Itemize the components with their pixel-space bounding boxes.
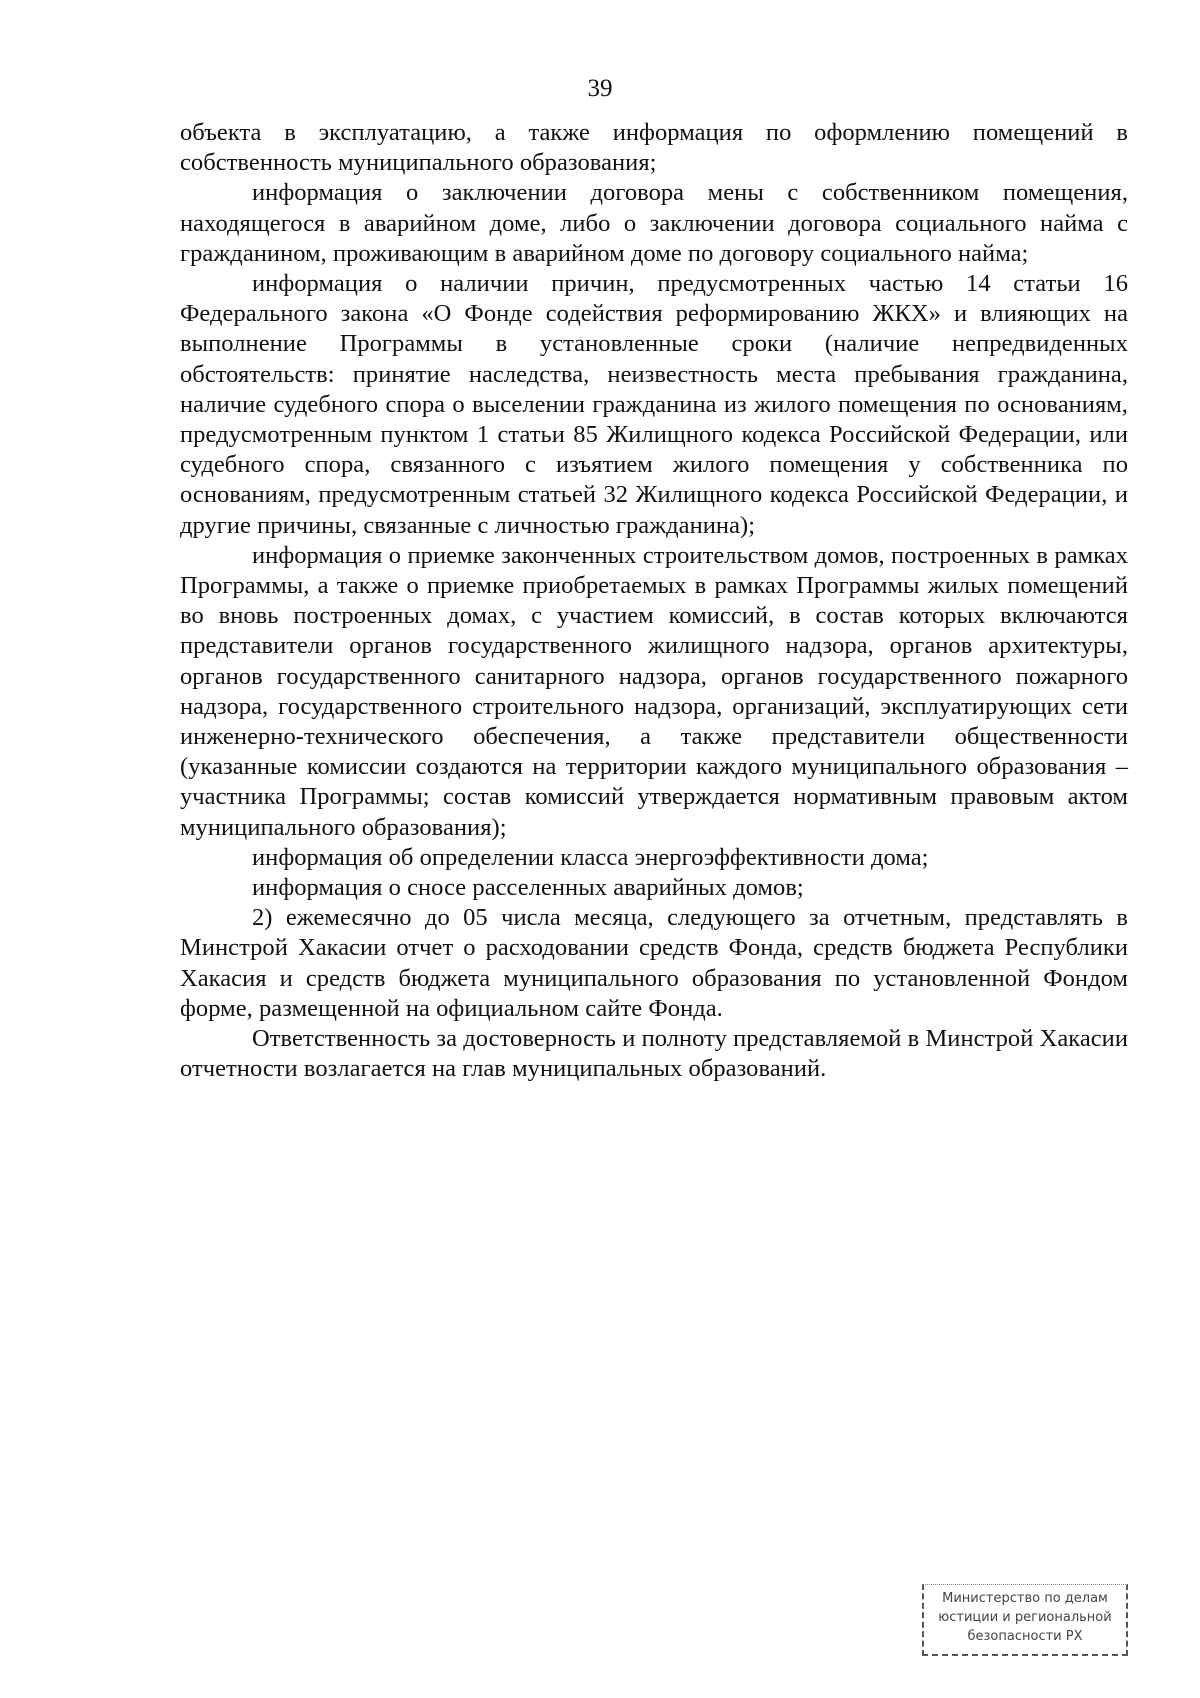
registration-stamp [922, 1584, 1128, 1656]
document-body [180, 118, 1128, 1085]
paragraph-7: 2) ежемесячно до 05 числа месяца, следующего за отчетным, представлять в Минстрой Хакасии отчет о расходовании средств Фонда, средств бюджета Республики Хакасия и средств бюджета муниципального образования по установленной Фондом форме, размещенной на официальном сайте Фонда. [180, 904, 1128, 1022]
paragraph-4: информация о приемке законченных строительством домов, построенных в рамках Программы, а также о приемке приобретаемых в рамках Программы жилых помещений во вновь построенных домах, с участием комиссий, в состав которых включаются представители органов государственного жилищного надзора, органов архитектуры, органов государственного санитарного надзора, органов государственного пожарного надзора, государственного строительного надзора, организаций, эксплуатирующих сети инженерно-технического обеспечения, а также представители общественности (указанные комиссии создаются на территории каждого муниципального образования – участника Программы; состав комиссий утверждается нормативным правовым актом муниципального образования); [180, 541, 1128, 841]
paragraph-8: Ответственность за достоверность и полноту представляемой в Минстрой Хакасии отчетности возлагается на глав муниципальных образований. [180, 1025, 1128, 1083]
stamp-line-3: безопасности РХ [967, 1629, 1083, 1644]
paragraph-6: информация о сносе расселенных аварийных домов; [252, 874, 804, 902]
page-number: 39 [587, 75, 613, 102]
paragraph-2: информация о заключении договора мены с собственником помещения, находящегося в аварийном доме, либо о заключении договора социального найма с гражданином, проживающим в аварийном доме по договору социального найма; [180, 179, 1128, 267]
stamp-line-1: Министерство по делам [942, 1591, 1108, 1606]
paragraph-5: информация об определении класса энергоэффективности дома; [252, 843, 929, 871]
paragraph-1: объекта в эксплуатацию, а также информация по оформлению помещений в собственность муниципального образования; [180, 119, 1128, 177]
paragraph-3: информация о наличии причин, предусмотренных частью 14 статьи 16 Федерального закона «О Фонде содействия реформированию ЖКХ» и влияющих на выполнение Программы в установленные сроки (наличие непредвиденных обстоятельств: принятие наследства, неизвестность места пребывания гражданина, наличие судебного спора о выселении гражданина из жилого помещения по основаниям, предусмотренным пунктом 1 статьи 85 Жилищного кодекса Российской Федерации, или судебного спора, связанного с изъятием жилого помещения у собственника по основаниям, предусмотренным статьей 32 Жилищного кодекса Российской Федерации, и другие причины, связанные с личностью гражданина); [180, 270, 1128, 539]
stamp-line-2: юстиции и региональной [938, 1610, 1112, 1625]
